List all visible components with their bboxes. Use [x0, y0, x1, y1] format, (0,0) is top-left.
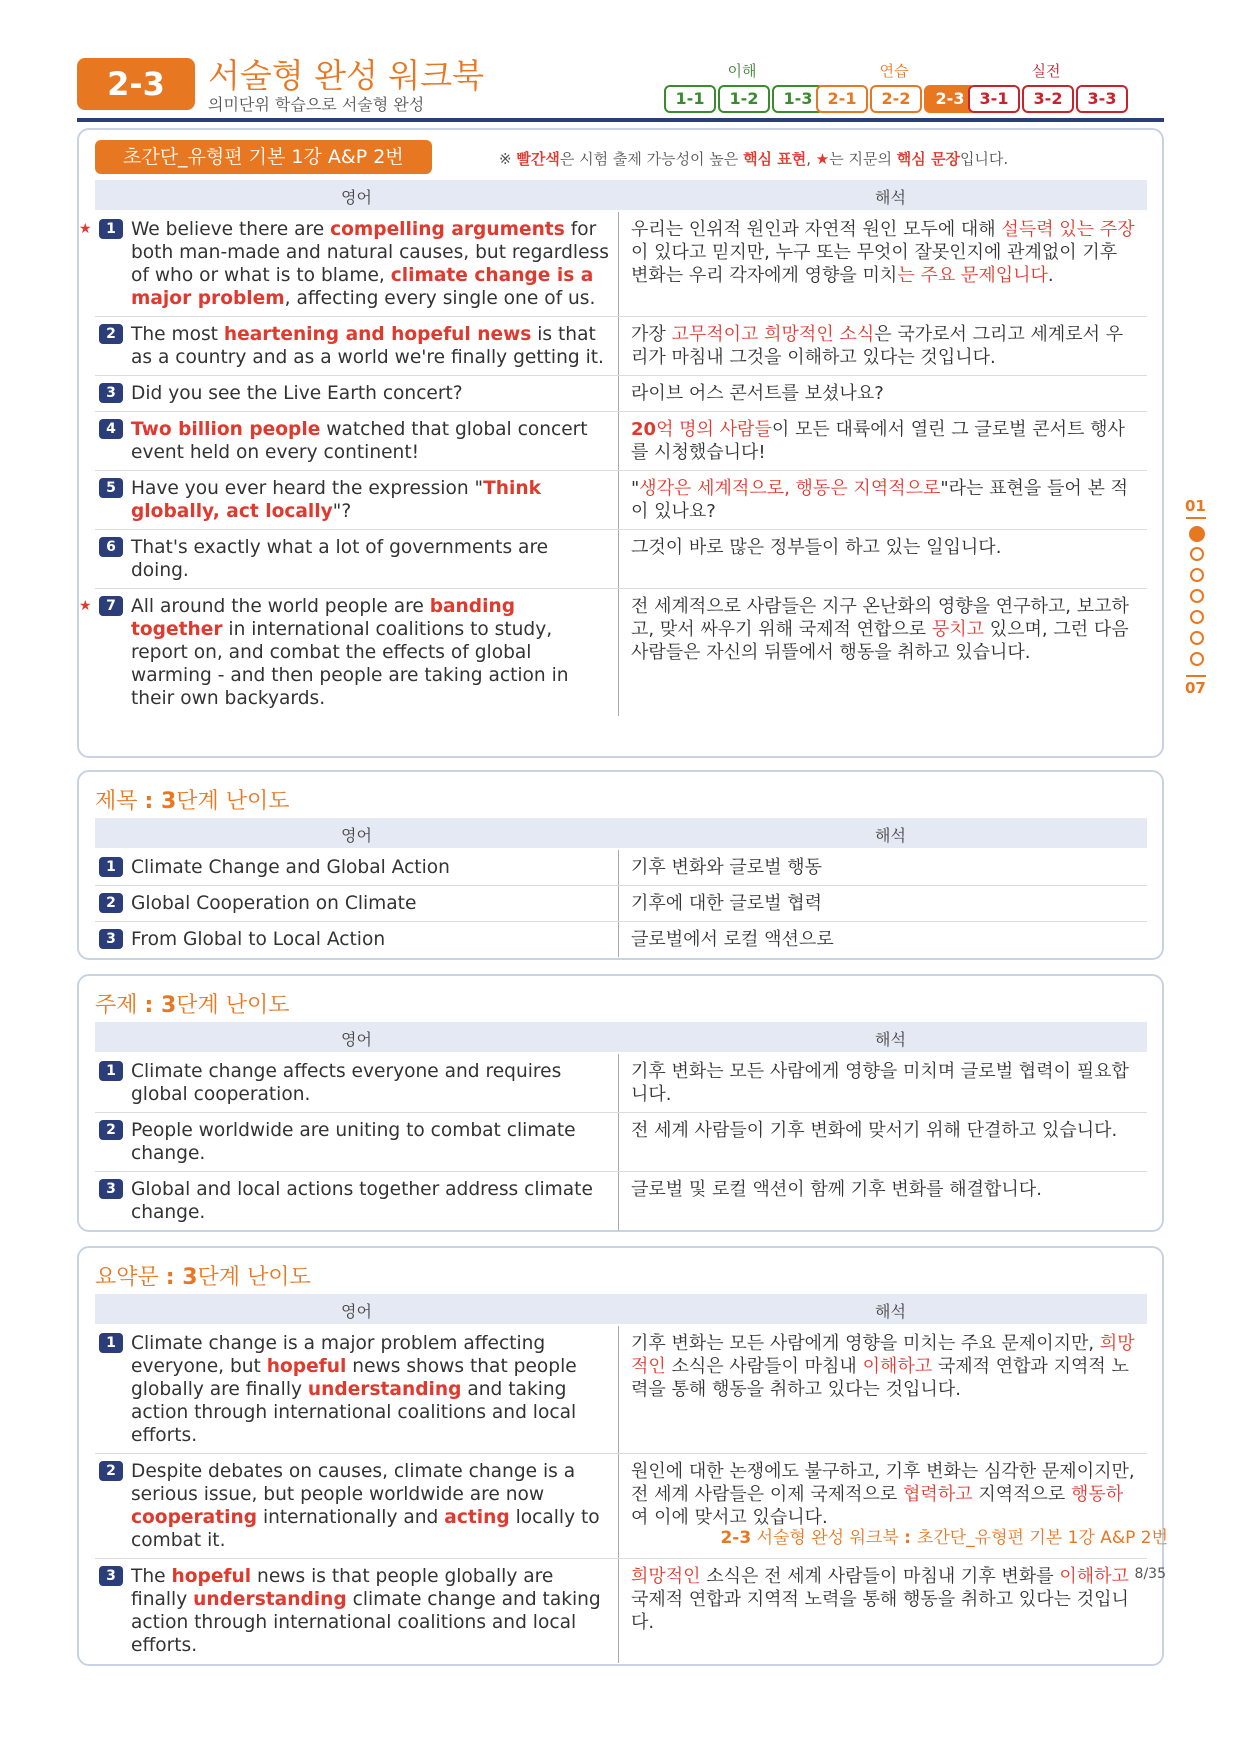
- table-header: 영어 해석: [95, 818, 1147, 848]
- english-cell: [95, 376, 619, 411]
- text-segment: is that as a country and as a world we're finally getting it.: [131, 324, 604, 368]
- sentence-number: 4: [99, 419, 123, 439]
- highlight-text: 희망적인: [631, 1333, 1135, 1377]
- lesson-tag: 초간단_유형편 기본 1강 A&P 2번: [95, 140, 432, 174]
- text-segment: 여 이에 맞서고 있습니다.: [631, 1507, 828, 1528]
- sentence-number: 2: [99, 1461, 123, 1481]
- text-segment: 은 국가로서 그리고 세계로서 우리가 마침내 그것을 이해하고 있다는 것입니다.: [631, 324, 1124, 368]
- english-cell: [95, 1454, 619, 1558]
- text-segment: watched that global concert event held on every continent!: [131, 419, 588, 463]
- page-title: 서술형 완성 워크북: [208, 56, 485, 95]
- text-segment: 이 있다고 믿지만, 누구 또는 무엇이 잘못인지에 관계없이 기후 변화는 우리 각자에게 영향을 미치: [631, 242, 1118, 286]
- table-row: [95, 850, 1147, 886]
- page-subtitle: 의미단위 학습으로 서술형 완성: [208, 95, 425, 114]
- sentence-number: 1: [99, 1061, 123, 1081]
- level-button-3-3[interactable]: 3-3: [1076, 85, 1128, 113]
- korean-cell: [619, 850, 1147, 885]
- table-row: [95, 317, 1147, 376]
- text-segment: locally to combat it.: [131, 1507, 600, 1551]
- highlight-text: understanding: [307, 1379, 462, 1400]
- progress-dot: [1190, 547, 1204, 561]
- legend-note: ※ 빨간색은 시험 출제 가능성이 높은 핵심 표현, ★는 지문의 핵심 문장입니다.: [499, 150, 1009, 168]
- table-row: [79, 589, 1147, 716]
- level-button-2-2[interactable]: 2-2: [870, 85, 922, 113]
- text-segment: Have you ever heard the expression ": [131, 478, 484, 499]
- table-row: [95, 376, 1147, 412]
- text-segment: 기후에 대한 글로벌 협력: [631, 893, 823, 914]
- text-segment: 전 세계적으로 사람들은 지구 온난화의 영향을 연구하고, 보고하고, 맞서 싸우기 위해 국제적 연합으로: [631, 596, 1129, 640]
- text-segment: People worldwide are uniting to combat climate change.: [131, 1120, 576, 1164]
- text-segment: and taking action through international coalitions and local efforts.: [131, 1379, 577, 1446]
- highlight-text: 이해하고: [862, 1356, 933, 1377]
- highlight-text: 억 명의 사람들: [656, 419, 772, 440]
- text-segment: 전 세계 사람들이 기후 변화에 맞서기 위해 단결하고 있습니다.: [631, 1120, 1118, 1141]
- sentence-number: 7: [99, 596, 123, 616]
- korean-cell: [619, 530, 1147, 588]
- text-segment: climate change and taking action through international coalitions and local efforts.: [131, 1589, 601, 1656]
- text-segment: 글로벌에서 로컬 액션으로: [631, 929, 834, 950]
- highlight-text: compelling arguments: [330, 219, 565, 240]
- text-segment: 단계 난이도: [176, 789, 290, 814]
- level-button-1-1[interactable]: 1-1: [664, 85, 716, 113]
- text-segment: .: [1047, 265, 1054, 286]
- text-segment: 기후 변화는 모든 사람에게 영향을 미치며 글로벌 협력이 필요합니다.: [631, 1061, 1129, 1105]
- korean-cell: [619, 1113, 1147, 1171]
- text-segment: ": [631, 478, 640, 499]
- text-segment: Climate Change and Global Action: [131, 857, 450, 878]
- current-dot: [1189, 526, 1205, 542]
- korean-cell: [619, 1172, 1147, 1230]
- level-button-3-1[interactable]: 3-1: [968, 85, 1020, 113]
- sentence-number: 2: [99, 893, 123, 913]
- text-segment: "?: [332, 501, 352, 522]
- highlight-text: hopeful: [171, 1566, 252, 1587]
- table-row: [95, 1054, 1147, 1113]
- text-segment: internationally and: [257, 1507, 445, 1528]
- highlight-text: : 3: [144, 789, 177, 814]
- sentence-number: 2: [99, 1120, 123, 1140]
- summary-table: [95, 1326, 1147, 1663]
- english-cell: [95, 412, 619, 470]
- table-row: [95, 471, 1147, 530]
- text-segment: 요약문: [95, 1265, 166, 1290]
- english-cell: [79, 589, 619, 716]
- highlight-text: 뭉치고: [931, 619, 985, 640]
- text-segment: 기후 변화와 글로벌 행동: [631, 857, 823, 878]
- table-row: [95, 886, 1147, 922]
- highlight-text: : 3: [144, 993, 177, 1018]
- text-segment: 소식은 사람들이 마침내: [665, 1356, 863, 1377]
- title-table: [95, 850, 1147, 957]
- progress-dot: [1190, 589, 1204, 603]
- text-segment: 이 모든 대륙에서 열린 그 글로벌 콘서트 행사를 시청했습니다!: [631, 419, 1125, 463]
- korean-cell: [619, 589, 1147, 716]
- text-segment: Did you see the Live Earth concert?: [131, 383, 463, 404]
- text-segment: The most: [131, 324, 224, 345]
- table-row: [95, 1559, 1147, 1663]
- sentence-number: 2: [99, 324, 123, 344]
- korean-cell: [619, 212, 1147, 316]
- text-segment: We believe there are: [131, 219, 331, 240]
- text-segment: Despite debates on causes, climate change is a serious issue, but people worldwide are now: [131, 1461, 576, 1505]
- text-segment: Climate change is a major problem affecting everyone, but: [131, 1333, 546, 1377]
- theme-table: [95, 1054, 1147, 1230]
- korean-cell: [619, 922, 1147, 957]
- table-header: 영어 해석: [95, 180, 1147, 210]
- level-group-label: 실전: [1031, 62, 1061, 80]
- title-panel: [77, 770, 1164, 960]
- text-segment: 단계 난이도: [197, 1265, 311, 1290]
- text-segment: All around the world people are: [131, 596, 430, 617]
- highlight-text: Two billion people: [131, 419, 321, 440]
- table-header: 영어 해석: [95, 1022, 1147, 1052]
- highlight-text: acting: [444, 1507, 510, 1528]
- english-cell: [95, 317, 619, 375]
- text-segment: 글로벌 및 로컬 액션이 함께 기후 변화를 해결합니다.: [631, 1179, 1042, 1200]
- sentence-number: 3: [99, 383, 123, 403]
- footer: 2-3 서술형 완성 워크북 : 초간단_유형편 기본 1강 A&P 2번: [720, 1528, 1168, 1548]
- summary-panel: [77, 1246, 1164, 1666]
- text-segment: 우리는 인위적 원인과 자연적 원인 모두에 대해: [631, 219, 1002, 240]
- progress-dot: [1190, 568, 1204, 582]
- korean-cell: [619, 412, 1147, 470]
- text-segment: 지역적으로: [972, 1484, 1071, 1505]
- table-row: [95, 922, 1147, 957]
- highlight-text: 는 주요 문제입니다: [897, 265, 1048, 286]
- korean-cell: [619, 886, 1147, 921]
- korean-cell: [619, 376, 1147, 411]
- side-line: [1186, 675, 1206, 677]
- highlight-text: 설득력 있는 주장: [1001, 219, 1135, 240]
- highlight-text: Think globally, act locally: [131, 478, 541, 522]
- level-button-3-2[interactable]: 3-2: [1022, 85, 1074, 113]
- highlight-text: 생각은 세계적으로, 행동은 지역적으로: [639, 478, 941, 499]
- highlight-text: hopeful: [266, 1356, 347, 1377]
- sentence-number: 1: [99, 857, 123, 877]
- progress-dot: [1190, 631, 1204, 645]
- text-segment: news is that people globally are finally: [131, 1566, 554, 1610]
- text-segment: 주제: [95, 993, 145, 1018]
- sentence-number: 3: [99, 1566, 123, 1586]
- text-segment: "라는 표현을 들어 본 적이 있나요?: [631, 478, 1129, 522]
- highlight-text: climate change is a major problem: [131, 265, 594, 309]
- level-button-1-2[interactable]: 1-2: [718, 85, 770, 113]
- sentence-number: 1: [99, 1333, 123, 1353]
- korean-cell: [619, 1054, 1147, 1112]
- text-segment: 국제적 연합과 지역적 노력을 통해 행동을 취하고 있다는 것입니다.: [631, 1356, 1129, 1400]
- text-segment: Climate change affects everyone and requires global cooperation.: [131, 1061, 562, 1105]
- table-row: [95, 1113, 1147, 1172]
- level-group-label: 연습: [879, 62, 909, 80]
- side-end-number: 07: [1185, 679, 1206, 697]
- key-sentence-star-icon: ★: [79, 598, 92, 614]
- korean-cell: [619, 317, 1147, 375]
- key-sentence-star-icon: ★: [79, 221, 92, 237]
- section-title: [95, 1260, 311, 1291]
- text-segment: 라이브 어스 콘서트를 보셨나요?: [631, 383, 884, 404]
- main-panel: [77, 128, 1164, 758]
- english-cell: [95, 1113, 619, 1171]
- highlight-text: 행동하: [1071, 1484, 1124, 1505]
- english-cell: [79, 212, 619, 316]
- highlight-text: 이해하고: [1059, 1566, 1129, 1587]
- text-segment: in international coalitions to study, report on, and combat the effects of global warming - and then people are taking action in their own backyards.: [131, 619, 569, 709]
- text-segment: That's exactly what a lot of governments are doing.: [131, 537, 549, 581]
- highlight-text: : 3: [165, 1265, 198, 1290]
- english-cell: [95, 1326, 619, 1453]
- highlight-text: 고무적이고 희망적인 소식: [671, 324, 875, 345]
- table-row: [95, 1172, 1147, 1230]
- highlight-text: heartening and hopeful news: [223, 324, 532, 345]
- text-segment: 제목: [95, 789, 145, 814]
- text-segment: 가장: [631, 324, 672, 345]
- sentence-number: 3: [99, 929, 123, 949]
- side-start-number: 01: [1185, 497, 1206, 515]
- english-cell: [95, 922, 619, 957]
- text-segment: The: [131, 1566, 172, 1587]
- english-cell: [95, 530, 619, 588]
- highlight-text: 협력하고: [903, 1484, 973, 1505]
- english-cell: [95, 1559, 619, 1663]
- text-segment: 그것이 바로 많은 정부들이 하고 있는 일입니다.: [631, 537, 1002, 558]
- english-cell: [95, 1054, 619, 1112]
- korean-cell: [619, 1326, 1147, 1453]
- section-title: [95, 988, 290, 1019]
- text-segment: 기후 변화는 모든 사람에게 영향을 미치는 주요 문제이지만,: [631, 1333, 1100, 1354]
- text-segment: 있으며, 그런 다음 사람들은 자신의 뒤뜰에서 행동을 취하고 있습니다.: [631, 619, 1129, 663]
- table-row: [79, 212, 1147, 317]
- highlight-text: 20: [631, 419, 657, 440]
- theme-panel: [77, 974, 1164, 1232]
- progress-dot: [1190, 652, 1204, 666]
- text-segment: 원인에 대한 논쟁에도 불구하고, 기후 변화는 심각한 문제이지만, 전 세계 사람들은 이제 국제적으로: [631, 1461, 1135, 1505]
- table-header: 영어 해석: [95, 1294, 1147, 1324]
- sentence-number: 1: [99, 219, 123, 239]
- page-number: 8/35: [1134, 1566, 1166, 1582]
- sentence-number: 5: [99, 478, 123, 498]
- highlight-text: cooperating: [131, 1507, 258, 1528]
- text-segment: 단계 난이도: [176, 993, 290, 1018]
- level-button-1-3[interactable]: 1-3: [772, 85, 824, 113]
- highlight-text: banding together: [131, 596, 516, 640]
- sentence-table: [79, 212, 1147, 716]
- highlight-text: understanding: [193, 1589, 347, 1610]
- english-cell: [95, 850, 619, 885]
- text-segment: Global and local actions together address climate change.: [131, 1179, 593, 1223]
- text-segment: 국제적 연합과 지역적 노력을 통해 행동을 취하고 있다는 것입니다.: [631, 1589, 1129, 1633]
- text-segment: Global Cooperation on Climate: [131, 893, 417, 914]
- level-button-2-1[interactable]: 2-1: [816, 85, 868, 113]
- text-segment: , affecting every single one of us.: [284, 288, 596, 309]
- table-row: [95, 412, 1147, 471]
- progress-dot: [1190, 610, 1204, 624]
- text-segment: for both man-made and natural causes, but regardless of who or what is to blame,: [131, 219, 609, 286]
- korean-cell: [619, 471, 1147, 529]
- section-title: [95, 784, 290, 815]
- text-segment: 소식은 전 세계 사람들이 마침내 기후 변화를: [700, 1566, 1060, 1587]
- sentence-number: 3: [99, 1179, 123, 1199]
- sentence-number: 6: [99, 537, 123, 557]
- text-segment: From Global to Local Action: [131, 929, 386, 950]
- text-segment: news shows that people globally are finally: [131, 1356, 577, 1400]
- english-cell: [95, 1172, 619, 1230]
- level-group-label: 이해: [727, 62, 757, 80]
- table-row: [95, 530, 1147, 589]
- english-cell: [95, 886, 619, 921]
- korean-cell: [619, 1559, 1147, 1663]
- level-button-2-3[interactable]: 2-3: [924, 85, 976, 113]
- side-line: [1186, 517, 1206, 519]
- highlight-text: 희망적인: [631, 1566, 701, 1587]
- table-row: [95, 1326, 1147, 1454]
- english-cell: [95, 471, 619, 529]
- section-badge: 2-3: [77, 58, 195, 110]
- header-divider: [77, 118, 1164, 122]
